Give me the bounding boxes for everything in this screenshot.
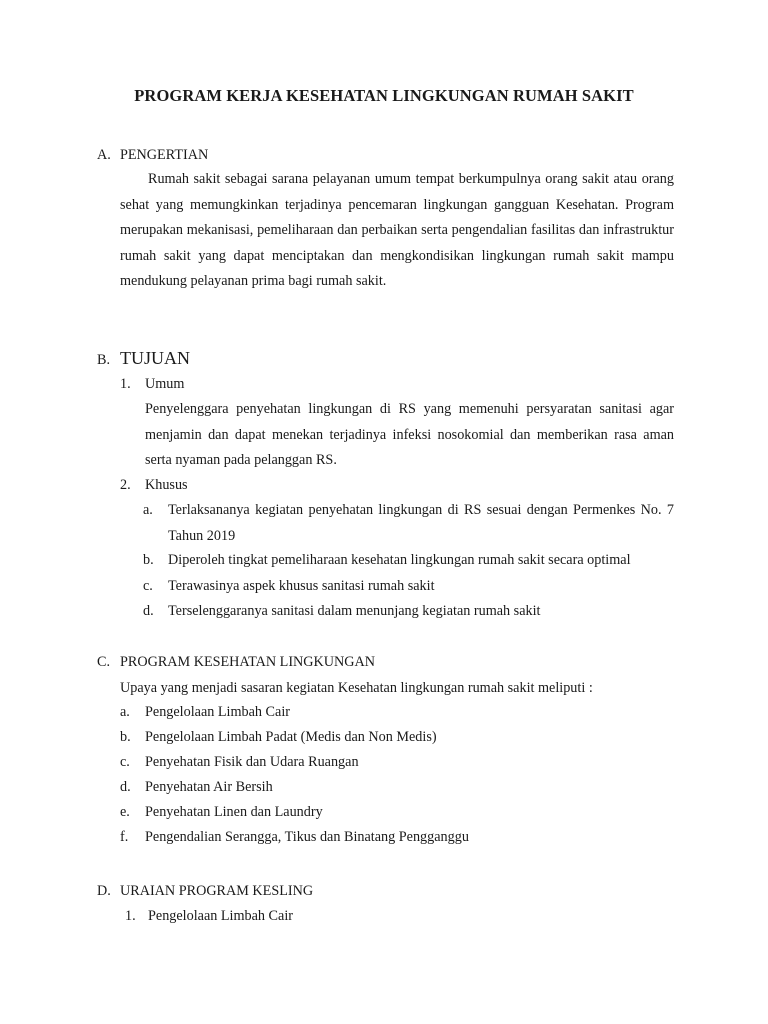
khusus-item-b-label: b. [143, 552, 154, 568]
section-b-label: B. [97, 352, 111, 368]
tujuan-umum-label: 1. [120, 376, 131, 392]
program-item-a-label: a. [120, 704, 130, 720]
section-c-label: C. [97, 654, 111, 670]
program-item-f-label: f. [120, 829, 129, 845]
khusus-item-c-label: c. [143, 578, 153, 594]
section-a-label: A. [97, 147, 111, 163]
section-c-intro: Upaya yang menjadi sasaran kegiatan Kesehatan lingkungan rumah sakit meliputi : [120, 680, 593, 696]
program-item-f-text: Pengendalian Serangga, Tikus dan Binatang Pengganggu [145, 829, 469, 845]
section-b-title: TUJUAN [120, 348, 190, 368]
program-item-c [120, 750, 680, 776]
khusus-item-b [143, 548, 683, 574]
tujuan-khusus-label: 2. [120, 477, 131, 493]
khusus-item-c-text: Terawasinya aspek khusus sanitasi rumah sakit [168, 578, 435, 594]
program-item-b [120, 725, 680, 751]
section-a-paragraph: Rumah sakit sebagai sarana pelayanan umum tempat berkumpulnya orang sakit atau orang sehat yang memungkinkan terjadinya pencemaran lingkungan gangguan Kesehatan. Program merupakan mekanisasi, pemeliharaan dan perbaikan serta pengendalian fasilitas dan infrastruktur rumah sakit yang dapat menciptakan dan mengkondisikan lingkungan rumah sakit mampu mendukung pelayanan prima bagi rumah sakit. [120, 171, 674, 289]
program-item-d-text: Penyehatan Air Bersih [145, 779, 273, 795]
khusus-item-a [143, 498, 683, 550]
program-item-a-text: Pengelolaan Limbah Cair [145, 704, 290, 720]
program-item-b-label: b. [120, 729, 131, 745]
section-c-title: PROGRAM KESEHATAN LINGKUNGAN [120, 654, 376, 670]
document-title: PROGRAM KERJA KESEHATAN LINGKUNGAN RUMAH SAKIT [134, 86, 634, 105]
section-d-heading [97, 883, 313, 900]
uraian-item-1-label: 1. [125, 908, 136, 924]
uraian-item-1-text: Pengelolaan Limbah Cair [148, 908, 293, 924]
program-item-a [120, 700, 680, 726]
uraian-item-1 [125, 904, 685, 930]
khusus-item-b-text: Diperoleh tingkat pemeliharaan kesehatan lingkungan rumah sakit secara optimal [168, 552, 631, 568]
program-item-e-label: e. [120, 804, 130, 820]
program-item-e [120, 800, 680, 826]
section-b-heading [97, 348, 190, 369]
section-c-heading [97, 654, 375, 671]
khusus-item-a-label: a. [143, 502, 153, 518]
khusus-item-d-text: Terselenggaranya sanitasi dalam menunjang kegiatan rumah sakit [168, 603, 541, 619]
program-item-c-text: Penyehatan Fisik dan Udara Ruangan [145, 754, 359, 770]
section-d-label: D. [97, 883, 111, 899]
section-d-title: URAIAN PROGRAM KESLING [120, 883, 314, 899]
program-item-f [120, 825, 680, 851]
program-item-b-text: Pengelolaan Limbah Padat (Medis dan Non Medis) [145, 729, 437, 745]
khusus-item-c [143, 574, 683, 600]
tujuan-khusus-heading: Khusus [145, 477, 188, 493]
section-a-title: PENGERTIAN [120, 147, 209, 163]
tujuan-khusus-item [120, 473, 680, 499]
program-item-e-text: Penyehatan Linen dan Laundry [145, 804, 323, 820]
khusus-item-d [143, 599, 683, 625]
khusus-item-d-label: d. [143, 603, 154, 619]
program-item-d-label: d. [120, 779, 131, 795]
program-item-d [120, 775, 680, 801]
tujuan-umum-item [120, 372, 680, 398]
tujuan-umum-heading: Umum [145, 376, 185, 392]
program-item-c-label: c. [120, 754, 130, 770]
tujuan-umum-paragraph: Penyelenggara penyehatan lingkungan di RS yang memenuhi persyaratan sanitasi agar menjamin dan dapat menekan terjadinya infeksi nosokomial dan memberikan rasa aman serta nyaman pada pelanggan RS. [145, 401, 674, 468]
khusus-item-a-text: Terlaksananya kegiatan penyehatan lingkungan di RS sesuai dengan Permenkes No. 7 Tahun 2019 [168, 502, 674, 544]
section-a-heading [97, 147, 208, 164]
